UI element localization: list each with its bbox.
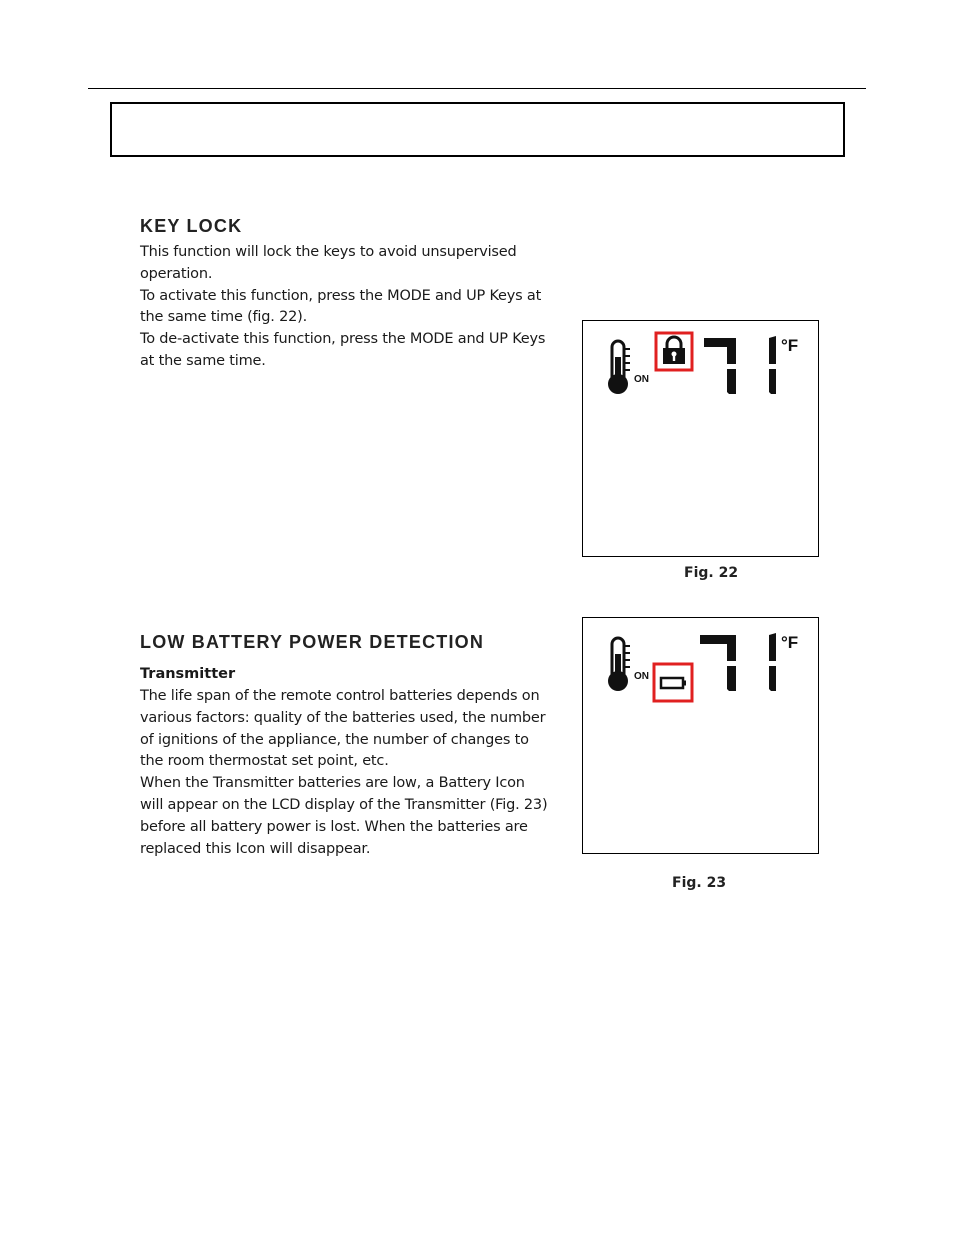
text-line: The life span of the remote control batteries depends on <box>140 688 540 704</box>
lock-icon <box>656 333 692 370</box>
seven-segment-one <box>769 633 776 691</box>
text-line: before all battery power is lost. When the batteries are <box>140 818 528 835</box>
on-label: ON <box>634 671 649 682</box>
text-line: replaced this Icon will disappear. <box>140 840 371 857</box>
text-line: operation. <box>140 265 213 282</box>
lcd-display-fig23 <box>582 617 819 854</box>
top-rule <box>88 88 866 89</box>
text-line: To activate this function, press the MODE and UP Keys at <box>140 287 542 304</box>
low-battery-text <box>140 686 552 860</box>
key-lock-heading: KEY LOCK <box>140 216 243 236</box>
thermometer-icon <box>608 638 630 691</box>
seven-segment-one <box>769 336 776 394</box>
text-line: at the same time. <box>140 352 266 369</box>
text-line: This function will lock the keys to avoid unsupervised <box>140 244 517 260</box>
low-battery-heading: LOW BATTERY POWER DETECTION <box>140 632 485 652</box>
text-line: To de-activate this function, press the MODE and UP Keys <box>140 331 546 348</box>
thermometer-icon <box>608 341 630 394</box>
battery-icon <box>654 664 692 701</box>
transmitter-subheading: Transmitter <box>140 666 236 682</box>
header-box <box>110 102 845 157</box>
lcd-display-fig22 <box>582 320 819 557</box>
text-line: of ignitions of the appliance, the number of changes to <box>140 731 529 748</box>
unit-label: °F <box>781 633 799 652</box>
text-line: will appear on the LCD display of the Transmitter (Fig. 23) <box>140 796 548 813</box>
figure-caption: Fig. 22 <box>684 565 739 581</box>
seven-segment-digit <box>704 338 736 394</box>
key-lock-text <box>140 242 552 373</box>
figure-caption: Fig. 23 <box>672 875 727 891</box>
text-line: the room thermostat set point, etc. <box>140 753 389 770</box>
unit-label: °F <box>781 336 799 355</box>
text-line: the same time (fig. 22). <box>140 309 307 326</box>
seven-segment-digit <box>700 635 736 691</box>
text-line: various factors: quality of the batteries used, the number <box>140 709 546 726</box>
on-label: ON <box>634 374 649 385</box>
text-line: When the Transmitter batteries are low, a Battery Icon <box>140 775 525 792</box>
